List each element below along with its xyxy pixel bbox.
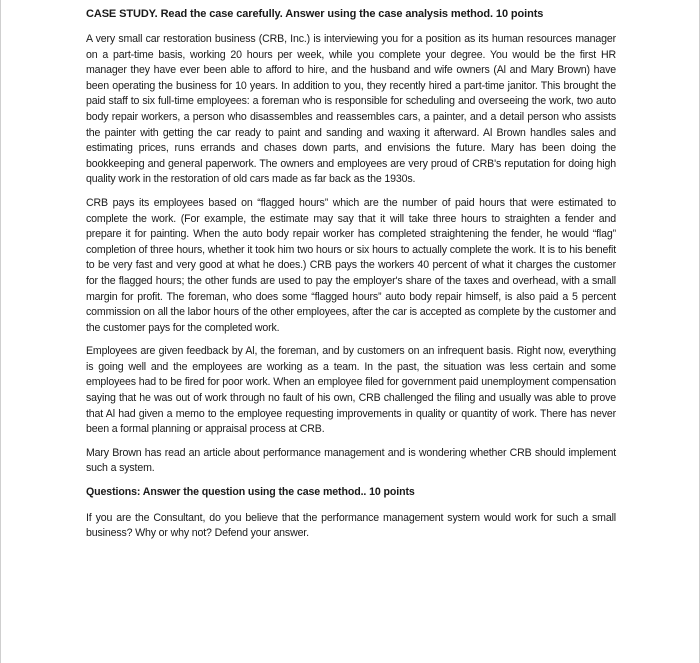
document-content <box>86 6 616 550</box>
paragraph-performance: Mary Brown has read an article about performance management and is wondering whether CRB should implement such a system. <box>86 446 616 475</box>
question-text: If you are the Consultant, do you believe that the performance management system would work for such a small business? Why or why not? Defend your answer. <box>86 511 616 540</box>
page-left-border <box>0 0 1 663</box>
case-study-heading: CASE STUDY. Read the case carefully. Answer using the case analysis method. 10 points <box>86 8 544 20</box>
paragraph-intro: A very small car restoration business (CRB, Inc.) is interviewing you for a position as its human resources manager on a part-time basis, working 20 hours per week, while you complete your degree. You would be the first HR manager they have ever been able to afford to hire, and the husband and wife owners (Al and Mary Brown) have been operating the business for 10 years. In addition to you, they recently hired a part-time janitor. This brought the paid staff to six full-time employees: a foreman who is responsible for scheduling and overseeing the work, two auto body repair workers, a person who disassembles and reassembles cars, a painter, and a detail person who assists the painter with getting the car ready to paint and sanding and waxing it afterward. Al Brown handles sales and estimating prices, runs errands and chases down parts, and envisions the future. Mary has been doing the bookkeeping and general paperwork. The owners and employees are very proud of CRB's reputation for doing high quality work in the restoration of old cars made as far back as the 1930s. <box>86 33 616 186</box>
questions-heading: Questions: Answer the question using the case method.. 10 points <box>86 486 415 499</box>
paragraph-feedback: Employees are given feedback by Al, the foreman, and by customers on an infrequent basis. Right now, everything is going well and the employees are working as a team. In the past, the situation was less certain and some employees had to be fired for poor work. When an employee filed for government paid unemployment compensation saying that he was out of work through no fault of his own, CRB challenged the filing and usually was able to prove that Al had given a memo to the employee requesting improvements in quality or quantity of work. There has never been a formal planning or appraisal process at CRB. <box>86 345 616 436</box>
paragraph-pay: CRB pays its employees based on “flagged hours” which are the number of paid hours that were estimated to complete the work. (For example, the estimate may say that it will take three hours to straighten a fender and prepare it for painting. When the auto body repair worker has completed straightening the fender, he would “flag” completion of three hours, whether it took him two hours or six hours to actually complete the work. It is to his benefit to be very fast and very good at what he does.) CRB pays the workers 40 percent of what it charges the customer for the flagged hours; the other funds are used to pay the employer's share of the taxes and overhead, with a small margin for profit. The foreman, who does some “flagged hours” auto body repair himself, is also paid a 5 percent commission on all the labor hours of the other employees, after the car is accepted as complete by the customer and the customer pays for the completed work. <box>86 196 616 334</box>
